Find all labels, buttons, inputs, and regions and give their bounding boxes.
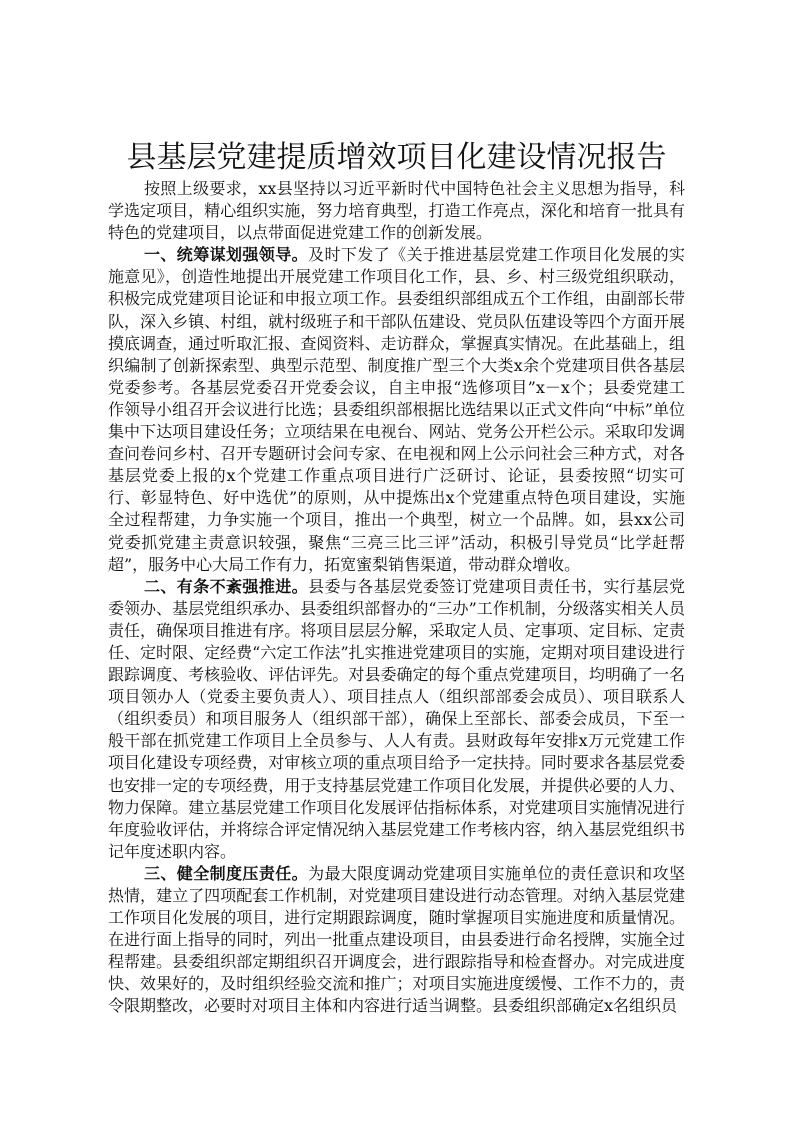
document-title: 县基层党建提质增效项目化建设情况报告	[126, 140, 667, 175]
section-text-1: 及时下发了《关于推进基层党建工作项目化发展的实施意见》，创造性地提出开展党建工作项目化工作，县、乡、村三级党组织联动，积极完成党建项目论证和申报立项工作。县委组织部组成五个工作组，由副部长带队，深入乡镇、村组，就村级班子和干部队伍建设、党员队伍建设等四个方面开展摸底调查，通过听取汇报、查阅资料、走访群众，掌握真实情况。在此基础上，组织编制了创新探索型、典型示范型、制度推广型三个大类x余个党建项目供各基层党委参考。各基层党委召开党委会议，自主申报“选修项目”x－x个；县委党建工作领导小组召开会议进行比选；县委组织部根据比选结果以正式文件向“中标”单位集中下达项目建设任务；立项结果在电视台、网站、党务公开栏公示。采取印发调查问卷问乡村、召开专题研讨会问专家、在电视和网上公示问社会三种方式，对各基层党委上报的x个党建工作重点项目进行广泛研讨、论证，县委按照“切实可行、彰显特色、好中选优”的原则，从中提炼出x个党建重点特色项目建设，实施全过程帮建，力争实施一个项目，推出一个典型，树立一个品牌。如，县xx公司党委抓党建主责意识较强，聚焦“三亮三比三评”活动，积极引导党员“比学赶帮超”，服务中心大局工作有力，拓宽蜜梨销售渠道，带动群众增收。	[108, 245, 685, 574]
section-heading-1: 一、统筹谋划强领导。	[144, 245, 309, 265]
section-paragraph-1	[108, 244, 685, 575]
section-heading-3: 三、健全制度压责任。	[144, 863, 309, 883]
section-paragraph-3	[108, 863, 685, 1018]
section-heading-2: 二、有条不紊强推进。	[144, 576, 309, 596]
section-text-2: 县委与各基层党委签订党建项目责任书，实行基层党委领办、基层党组织承办、县委组织部督办的“三办”工作机制，分级落实相关人员责任，确保项目推进有序。将项目层层分解，采取定人员、定事项、定目标、定责任、定时限、定经费“六定工作法”扎实推进党建项目的实施，定期对项目建设进行跟踪调度、考核验收、评估评先。对县委确定的每个重点党建项目，均明确了一名项目领办人（党委主要负责人）、项目挂点人（组织部部委会成员）、项目联系人（组织委员）和项目服务人（组织部干部），确保上至部长、部委会成员，下至一般干部在抓党建工作项目上全员参与、人人有责。县财政每年安排x万元党建工作项目化建设专项经费，对审核立项的重点项目给予一定扶持。同时要求各基层党委也安排一定的专项经费，用于支持基层党建工作项目化发展，并提供必要的人力、物力保障。建立基层党建工作项目化发展评估指标体系，对党建项目实施情况进行年度验收评估，并将综合评定情况纳入基层党建工作考核内容，纳入基层党组织书记年度述职内容。	[108, 576, 685, 861]
section-paragraph-2	[108, 576, 685, 863]
intro-paragraph: 按照上级要求，xx县坚持以习近平新时代中国特色社会主义思想为指导，科学选定项目，精心组织实施，努力培育典型，打造工作亮点，深化和培育一批具有特色的党建项目，以点带面促进党建工作的创新发展。	[108, 179, 685, 243]
section-text-3: 为最大限度调动党建项目实施单位的责任意识和攻坚热情，建立了四项配套工作机制，对党建项目建设进行动态管理。对纳入基层党建工作项目化发展的项目，进行定期跟踪调度，随时掌握项目实施进度和质量情况。在进行面上指导的同时，列出一批重点建设项目，由县委进行命名授牌，实施全过程帮建。县委组织部定期组织召开调度会，进行跟踪指导和检查督办。对完成进度快、效果好的，及时组织经验交流和推广；对项目实施进度缓慢、工作不力的，责令限期整改，必要时对项目主体和内容进行适当调整。县委组织部确定x名组织员	[108, 863, 685, 1016]
document-body	[108, 178, 685, 1018]
